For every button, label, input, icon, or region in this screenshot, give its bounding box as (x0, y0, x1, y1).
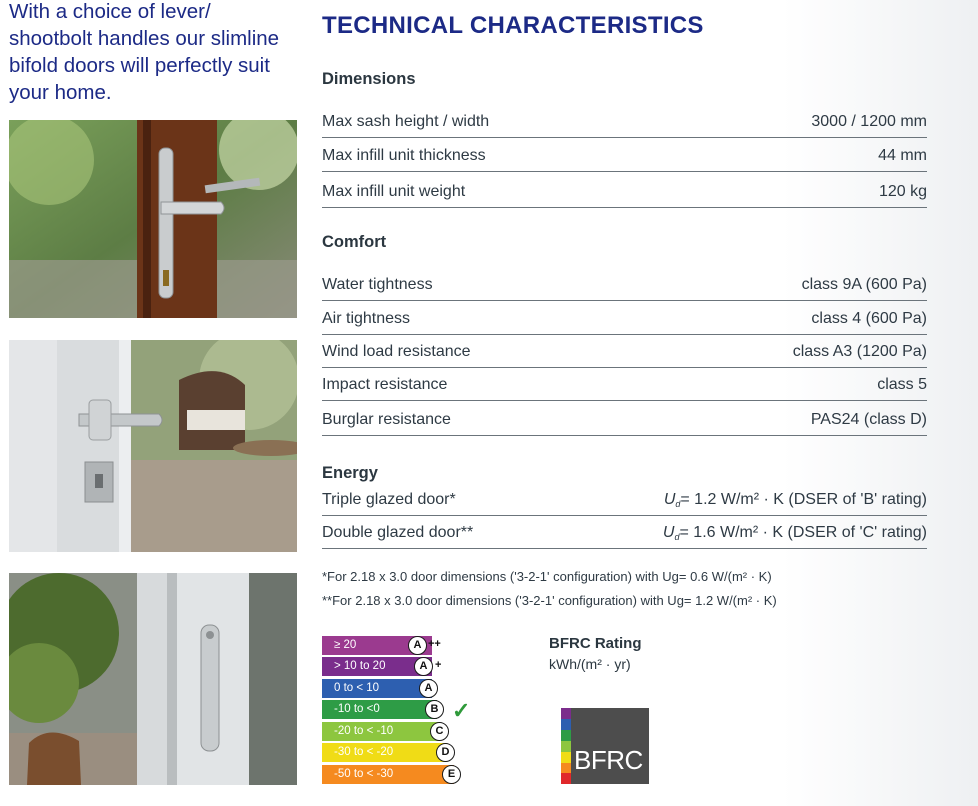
spec-row (322, 106, 927, 138)
section-title-comfort: Comfort (322, 233, 387, 251)
band-plus: + (435, 659, 442, 671)
photo-slim-handle (9, 573, 297, 785)
spec-label: Wind load resistance (322, 342, 471, 360)
checkmark-icon: ✓ (452, 698, 471, 723)
spec-value: class 9A (600 Pa) (801, 275, 927, 293)
spec-label: Max infill unit weight (322, 182, 466, 200)
spec-label: Water tightness (322, 275, 433, 293)
band-range: -30 to < -20 (334, 746, 394, 758)
band-letter: A (414, 657, 433, 676)
photo-white-door-handle (9, 340, 297, 552)
rating-band (322, 722, 440, 741)
u-subscript: d (674, 531, 680, 542)
band-letter: E (442, 765, 461, 784)
band-range: 0 to < 10 (334, 682, 380, 694)
band-letter: A (408, 636, 427, 655)
bfrc-color-strip (561, 708, 571, 784)
spec-value: 44 mm (878, 146, 927, 164)
spec-value: class 5 (877, 375, 927, 393)
section-title-energy: Energy (322, 464, 378, 482)
spec-row (322, 484, 927, 516)
spec-row (322, 303, 927, 335)
footnote: **For 2.18 x 3.0 door dimensions ('3-2-1' configuration) with Ug= 1.2 W/(m² · K) (322, 593, 777, 608)
spec-row (322, 404, 927, 436)
spec-value: 120 kg (878, 182, 927, 200)
bfrc-logo-text: BFRC (574, 745, 643, 775)
u-value-text: = 1.2 W/m² · K (DSER of 'B' rating) (680, 490, 927, 508)
u-symbol: U (663, 490, 676, 508)
band-range: -10 to <0 (334, 703, 380, 715)
section-title-dimensions: Dimensions (322, 70, 416, 88)
spec-label: Double glazed door** (322, 523, 474, 541)
spec-row (322, 336, 927, 368)
band-plus: ++ (428, 638, 441, 650)
u-value-text: = 1.6 W/m² · K (DSER of 'C' rating) (679, 523, 927, 541)
spec-value: class A3 (1200 Pa) (792, 342, 927, 360)
band-range: -50 to < -30 (334, 768, 394, 780)
spec-value (664, 491, 927, 509)
band-letter: C (430, 722, 449, 741)
footnote: *For 2.18 x 3.0 door dimensions ('3-2-1' configuration) with Ug= 0.6 W/(m² · K) (322, 569, 772, 584)
spec-row (322, 140, 927, 172)
spec-label: Max infill unit thickness (322, 146, 486, 164)
rating-band (322, 700, 437, 719)
band-range: ≥ 20 (334, 639, 357, 651)
band-range: > 10 to 20 (334, 660, 386, 672)
spec-label: Triple glazed door* (322, 490, 456, 508)
band-letter: A (419, 679, 438, 698)
u-symbol: U (662, 523, 675, 541)
rating-band (322, 743, 447, 762)
spec-row (322, 369, 927, 401)
spec-row (322, 269, 927, 301)
spec-label: Impact resistance (322, 375, 448, 393)
spec-label: Burglar resistance (322, 410, 451, 428)
spec-value (663, 524, 927, 542)
bfrc-rating-unit: kWh/(m² · yr) (549, 656, 631, 672)
page-title: TECHNICAL CHARACTERISTICS (322, 12, 704, 39)
u-subscript: d (675, 498, 681, 509)
spec-label: Max sash height / width (322, 112, 490, 130)
spec-value: PAS24 (class D) (810, 410, 927, 428)
intro-text: With a choice of lever/ shootbolt handles our slimline bifold doors will perfectly suit your home. (9, 0, 280, 104)
spec-label: Air tightness (322, 309, 411, 327)
photo-lever-handle (9, 120, 297, 318)
spec-value: class 4 (600 Pa) (811, 309, 927, 327)
band-letter: B (425, 700, 444, 719)
rating-band (322, 765, 454, 784)
spec-row (322, 176, 927, 208)
band-letter: D (436, 743, 455, 762)
spec-row (322, 517, 927, 549)
bfrc-rating-title: BFRC Rating (549, 635, 642, 652)
band-range: -20 to < -10 (334, 725, 394, 737)
spec-value: 3000 / 1200 mm (811, 112, 927, 130)
bfrc-logo (561, 708, 649, 784)
rating-band (322, 679, 432, 698)
